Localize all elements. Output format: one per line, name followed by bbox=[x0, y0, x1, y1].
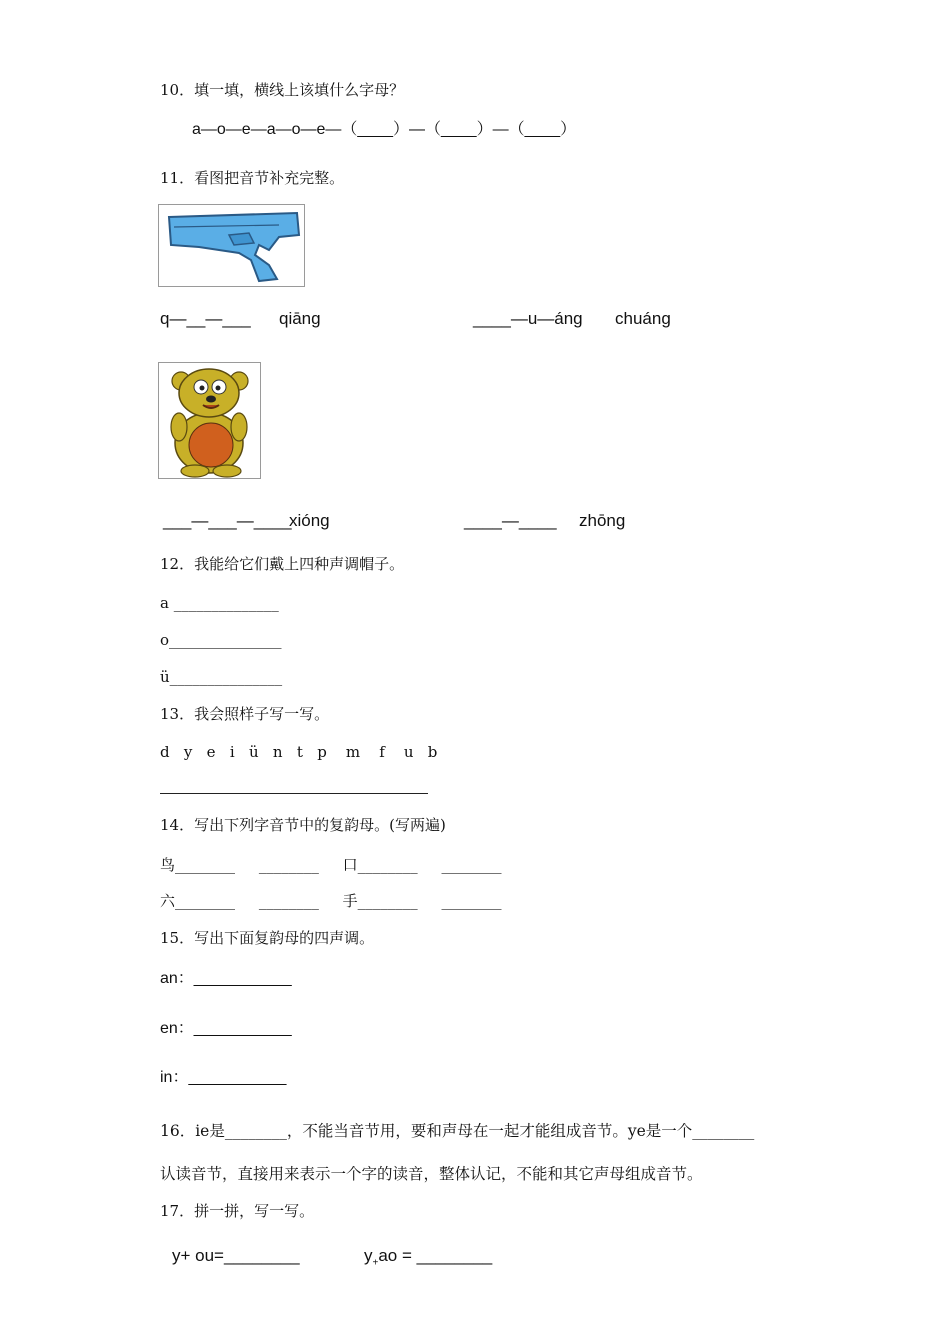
q10-sequence: a—o—e—a—o—e—（____）—（____）—（____） bbox=[192, 121, 577, 138]
bear-image bbox=[158, 362, 261, 479]
q11-title: 11．看图把音节补充完整。 bbox=[160, 169, 345, 187]
bear-syllable-blank: ___—___—____ bbox=[163, 511, 292, 530]
q14-row-1: 鸟________ ________ 口________ ________ bbox=[160, 856, 502, 874]
q10-title: 10．填一填，横线上该填什么字母？ bbox=[160, 81, 405, 99]
q15-row-in: in：___________ bbox=[160, 1069, 287, 1086]
q17-left: y+ ou=________ bbox=[172, 1246, 300, 1265]
bed-syllable-blank: ____—u—áng bbox=[473, 309, 583, 328]
gun-pinyin: qiāng bbox=[279, 309, 321, 328]
q17-right-prefix: y bbox=[364, 1246, 373, 1265]
q17-right-sub: + bbox=[372, 1257, 379, 1269]
q17-title: 17．拼一拼，写一写。 bbox=[160, 1202, 315, 1220]
q17-right-rest: ao = ________ bbox=[378, 1246, 493, 1265]
q13-answer-line bbox=[160, 793, 428, 794]
q12-row-u: ü_______________ bbox=[160, 668, 283, 686]
gun-syllable-left: q—__—___ bbox=[160, 309, 251, 328]
q13-title: 13．我会照样子写一写。 bbox=[160, 705, 330, 723]
q16-line-2: 认读音节，直接用来表示一个字的读音，整体认记，不能和其它声母组成音节。 bbox=[160, 1165, 703, 1183]
gun-image bbox=[158, 204, 305, 287]
bear-pinyin: xióng bbox=[289, 511, 330, 530]
bell-syllable-blank: ____—____ bbox=[464, 511, 557, 530]
q13-letters: d y e i ü n t p m f u b bbox=[160, 743, 438, 761]
q12-title: 12．我能给它们戴上四种声调帽子。 bbox=[160, 555, 405, 573]
bell-pinyin: zhōng bbox=[579, 511, 626, 530]
q17-right bbox=[364, 1246, 492, 1273]
q15-title: 15．写出下面复韵母的四声调。 bbox=[160, 929, 375, 947]
q14-row-2: 六________ ________ 手________ ________ bbox=[160, 892, 502, 910]
q15-row-an: an：___________ bbox=[160, 970, 292, 987]
q12-row-a: a ______________ bbox=[160, 594, 279, 612]
q12-row-o: o_______________ bbox=[160, 631, 282, 649]
q16-line-1: 16．ie是________，不能当音节用，要和声母在一起才能组成音节。ye是一个________ bbox=[160, 1122, 755, 1140]
bed-pinyin: chuáng bbox=[615, 309, 671, 328]
q15-row-en: en：___________ bbox=[160, 1020, 292, 1037]
q14-title: 14．写出下列字音节中的复韵母。(写两遍) bbox=[160, 816, 446, 834]
